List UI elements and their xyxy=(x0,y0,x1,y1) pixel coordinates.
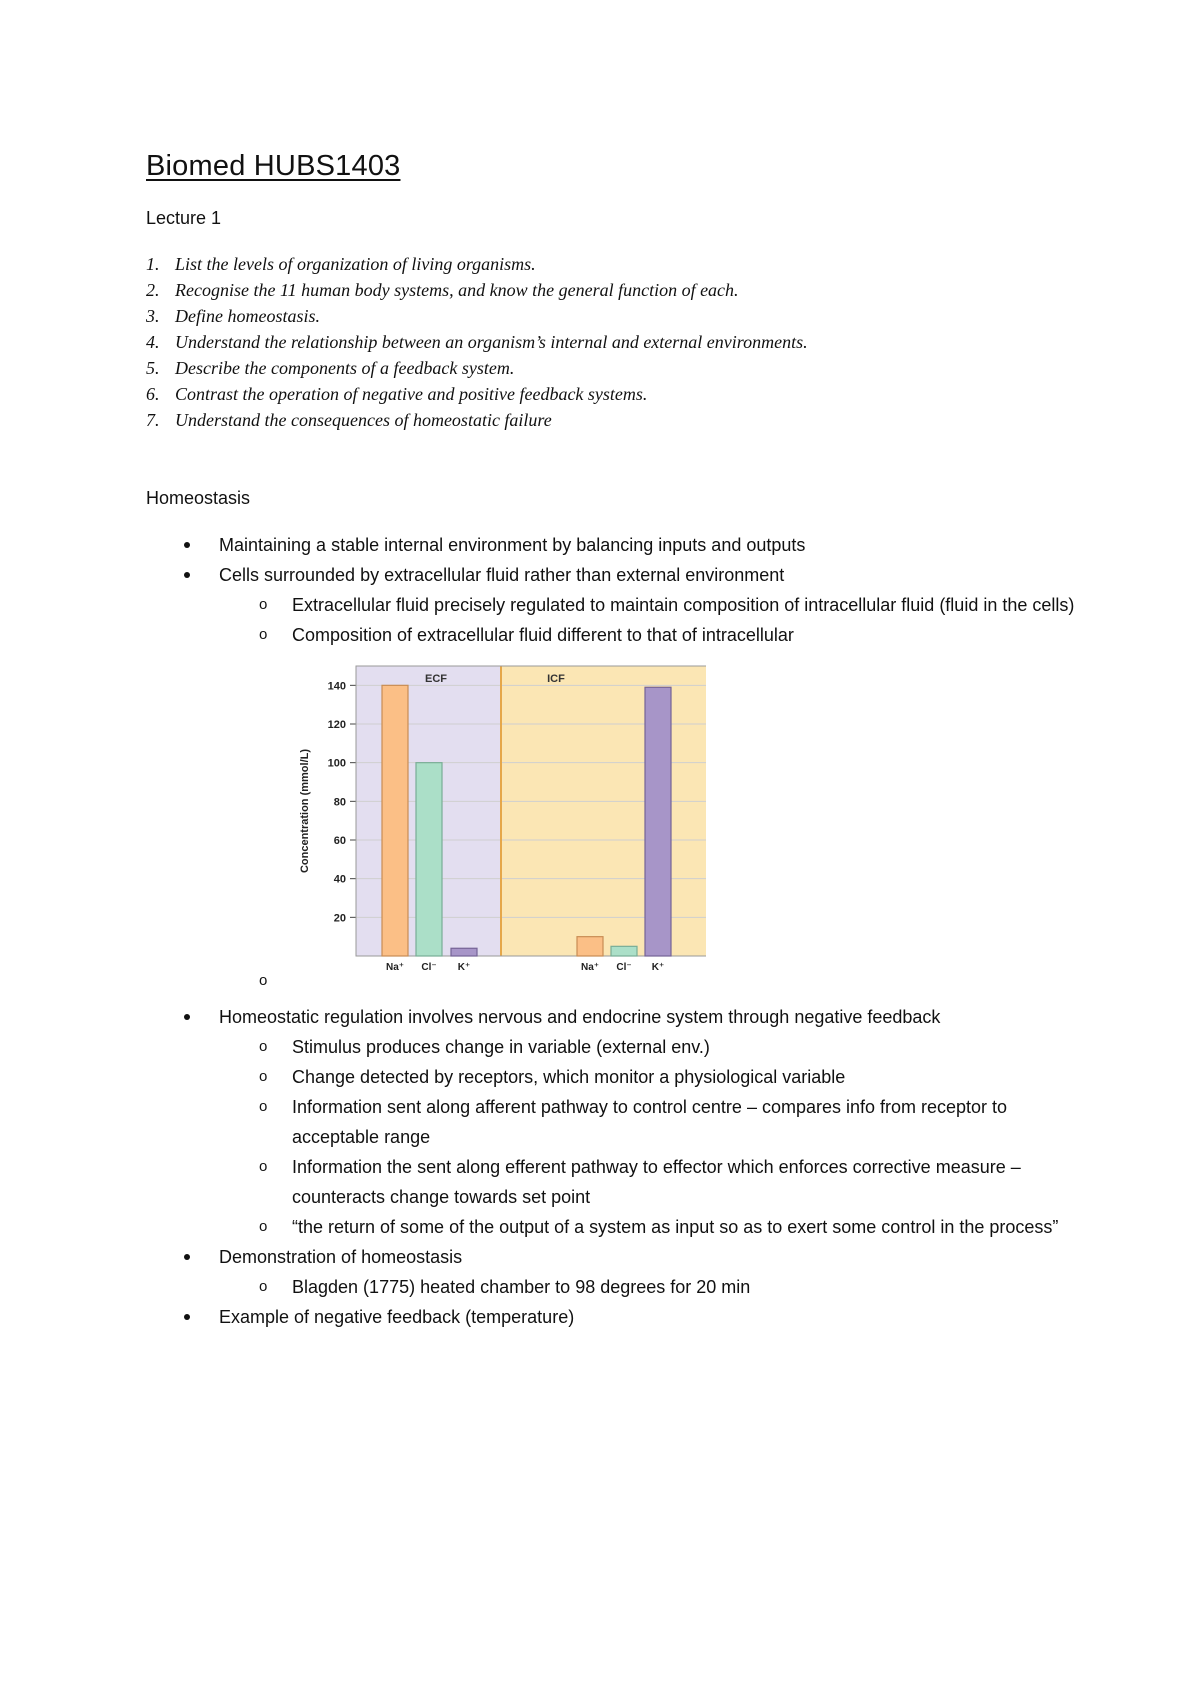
bar-ecf-2 xyxy=(451,948,477,956)
group-label: ECF xyxy=(425,673,447,685)
sub-bullet-icon: o xyxy=(259,626,268,643)
list-item: 4. Understand the relationship between an organism’s internal and external environments. xyxy=(146,332,808,352)
y-tick-label: 100 xyxy=(327,757,346,770)
y-tick-label: 120 xyxy=(327,719,346,731)
sub-bullet-icon: o xyxy=(259,1038,268,1055)
bullet-dot-icon xyxy=(184,1014,190,1020)
x-tick-label: K⁺ xyxy=(457,962,471,973)
bullet-item: Demonstration of homeostasis xyxy=(146,1242,1076,1272)
x-tick-label: Cl⁻ xyxy=(616,962,632,973)
bullet-item: Example of negative feedback (temperature) xyxy=(146,1302,1076,1332)
bar-icf-0 xyxy=(577,937,603,956)
y-tick-label: 140 xyxy=(327,680,346,693)
y-tick-label: 40 xyxy=(333,873,346,886)
x-tick-label: Cl⁻ xyxy=(421,962,437,973)
y-tick-label: 60 xyxy=(333,835,346,847)
bullet-item: Cells surrounded by extracellular fluid rather than external environment xyxy=(146,560,1076,590)
sub-bullet-icon: o xyxy=(259,1278,268,1295)
y-tick-label: 20 xyxy=(333,912,346,925)
x-tick-label: Na⁺ xyxy=(385,962,405,973)
sub-bullet-item: o Blagden (1775) heated chamber to 98 degrees for 20 min xyxy=(146,1272,1076,1302)
group-label: ICF xyxy=(547,673,565,685)
y-axis-label: Concentration (mmol/L) xyxy=(299,748,311,874)
list-item: 3. Define homeostasis. xyxy=(146,306,320,326)
x-tick-label: K⁺ xyxy=(651,962,665,973)
bullet-dot-icon xyxy=(184,1254,190,1260)
sub-bullet-icon: o xyxy=(259,1218,268,1235)
bullet-dot-icon xyxy=(184,572,190,578)
sub-bullet-icon: o xyxy=(259,596,268,613)
sub-bullet-item: o Information the sent along efferent pathway to effector which enforces corrective measure – counteracts change towards set point xyxy=(146,1152,1076,1212)
x-tick-label: Na⁺ xyxy=(580,962,600,973)
sub-bullet-item: o Information sent along afferent pathway to control centre – compares info from receptor to acceptable range xyxy=(146,1092,1076,1152)
bar-icf-2 xyxy=(645,687,671,956)
bar-ecf-0 xyxy=(382,685,408,956)
bar-ecf-1 xyxy=(416,763,442,956)
sub-bullet-icon: o xyxy=(259,1068,268,1085)
bar-icf-1 xyxy=(611,946,637,956)
sub-bullet-item: o “the return of some of the output of a system as input so as to exert some control in the process” xyxy=(146,1212,1076,1242)
bullet-item: Maintaining a stable internal environment by balancing inputs and outputs xyxy=(146,530,1076,560)
icf-panel xyxy=(501,666,706,956)
sub-bullet-item: o Composition of extracellular fluid different to that of intracellular xyxy=(146,620,1076,650)
sub-bullet-icon: o xyxy=(259,1158,268,1175)
y-tick-label: 80 xyxy=(333,796,346,809)
list-item: 6. Contrast the operation of negative and positive feedback systems. xyxy=(146,384,648,404)
sub-bullet-icon: o xyxy=(259,1098,268,1115)
sub-bullet-item: o Extracellular fluid precisely regulated to maintain composition of intracellular fluid (fluid in the cells) xyxy=(146,590,1076,620)
list-item: 2. Recognise the 11 human body systems, and know the general function of each. xyxy=(146,280,739,300)
bullet-dot-icon xyxy=(184,542,190,548)
sub-bullet-item: o Stimulus produces change in variable (external env.) xyxy=(146,1032,1076,1062)
list-item: 7. Understand the consequences of homeostatic failure xyxy=(146,410,552,430)
page-title: Biomed HUBS1403 xyxy=(146,150,401,182)
chart-container xyxy=(146,650,1076,1002)
bullet-item: Homeostatic regulation involves nervous and endocrine system through negative feedback xyxy=(146,1002,1076,1032)
objectives-list xyxy=(146,251,808,433)
lecture-label: Lecture 1 xyxy=(146,208,222,228)
list-item: 5. Describe the components of a feedback system. xyxy=(146,358,515,378)
sub-bullet-item: o Change detected by receptors, which monitor a physiological variable xyxy=(146,1062,1076,1092)
bullet-dot-icon xyxy=(184,1314,190,1320)
ion-concentration-chart xyxy=(146,650,706,990)
sub-bullet-icon: o xyxy=(259,972,268,989)
list-item: 1. List the levels of organization of living organisms. xyxy=(146,254,536,274)
bullet-list xyxy=(146,530,1076,1332)
section-heading: Homeostasis xyxy=(146,488,251,508)
